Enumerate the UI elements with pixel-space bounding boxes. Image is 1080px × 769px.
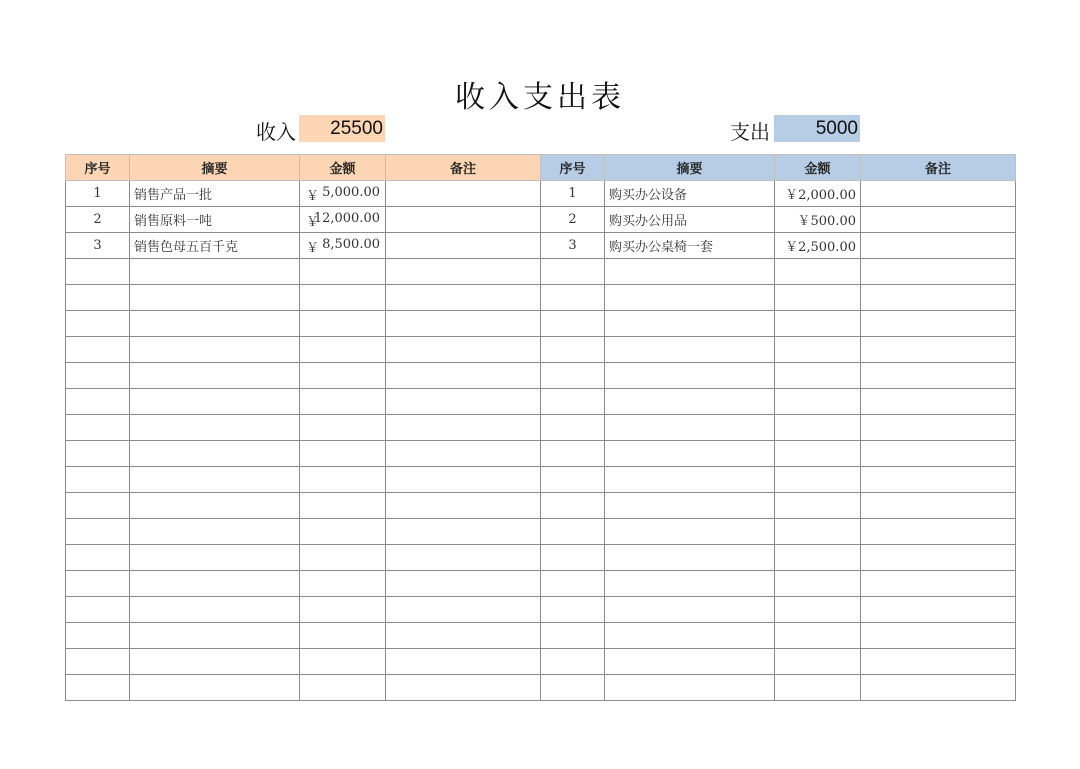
expense-header-row — [541, 155, 1016, 181]
row-seq-cell[interactable]: 1 — [541, 181, 605, 207]
currency-symbol: ￥ — [306, 189, 320, 204]
row-seq-cell[interactable] — [541, 441, 605, 467]
row-desc-cell[interactable] — [130, 441, 300, 467]
row-note-cell[interactable] — [386, 285, 541, 311]
row-seq-cell[interactable] — [66, 441, 130, 467]
row-seq-cell[interactable] — [66, 675, 130, 701]
row-seq-cell[interactable] — [66, 597, 130, 623]
row-seq-cell[interactable] — [541, 675, 605, 701]
row-desc-cell[interactable] — [130, 337, 300, 363]
table-row — [541, 363, 1016, 389]
row-amount-cell[interactable]: ￥500.00 — [775, 207, 861, 233]
row-seq-cell[interactable] — [66, 467, 130, 493]
row-desc-cell[interactable] — [605, 285, 775, 311]
income-summary-value[interactable]: 25500 — [299, 115, 385, 142]
row-desc-cell[interactable] — [605, 337, 775, 363]
table-row — [66, 493, 541, 519]
table-row — [66, 441, 541, 467]
table-row — [541, 207, 1016, 233]
amount-value: 12,000.00 — [313, 211, 380, 226]
income-col-seq: 序号 — [66, 155, 130, 181]
expense-col-seq: 序号 — [541, 155, 605, 181]
row-seq-cell[interactable]: 2 — [66, 207, 130, 233]
row-note-cell[interactable] — [386, 415, 541, 441]
row-amount-cell[interactable] — [300, 389, 386, 415]
table-row — [66, 311, 541, 337]
table-row — [66, 233, 541, 259]
row-seq-cell[interactable] — [541, 623, 605, 649]
row-note-cell[interactable] — [386, 649, 541, 675]
amount-value: 8,500.00 — [322, 237, 380, 252]
row-desc-cell[interactable]: 销售原料一吨 — [130, 207, 300, 233]
expense-col-desc: 摘要 — [605, 155, 775, 181]
table-row — [66, 649, 541, 675]
table-row — [66, 623, 541, 649]
row-seq-cell[interactable] — [541, 571, 605, 597]
row-desc-cell[interactable] — [130, 415, 300, 441]
row-desc-cell[interactable] — [130, 259, 300, 285]
row-desc-cell[interactable] — [130, 545, 300, 571]
row-note-cell[interactable] — [386, 311, 541, 337]
row-seq-cell[interactable] — [541, 597, 605, 623]
row-desc-cell[interactable] — [130, 285, 300, 311]
row-desc-cell[interactable] — [605, 623, 775, 649]
row-amount-cell[interactable] — [775, 415, 861, 441]
table-row — [541, 467, 1016, 493]
table-row — [66, 415, 541, 441]
table-row — [66, 389, 541, 415]
row-note-cell[interactable] — [386, 571, 541, 597]
expense-summary-value[interactable]: 5000 — [774, 115, 860, 142]
page-title: 收入支出表 — [455, 80, 625, 115]
row-seq-cell[interactable]: 2 — [541, 207, 605, 233]
row-desc-cell[interactable] — [605, 597, 775, 623]
row-amount-cell[interactable] — [775, 675, 861, 701]
table-row — [541, 597, 1016, 623]
row-seq-cell[interactable] — [541, 545, 605, 571]
row-note-cell[interactable] — [386, 623, 541, 649]
row-seq-cell[interactable] — [66, 623, 130, 649]
table-row — [541, 285, 1016, 311]
row-desc-cell[interactable] — [605, 363, 775, 389]
row-desc-cell[interactable] — [605, 311, 775, 337]
row-desc-cell[interactable] — [605, 493, 775, 519]
row-desc-cell[interactable] — [130, 623, 300, 649]
expense-table — [540, 154, 1016, 701]
row-amount-cell[interactable] — [300, 493, 386, 519]
row-desc-cell[interactable] — [130, 675, 300, 701]
row-seq-cell[interactable] — [541, 363, 605, 389]
row-desc-cell[interactable] — [605, 389, 775, 415]
row-seq-cell[interactable] — [541, 389, 605, 415]
row-amount-cell[interactable] — [300, 259, 386, 285]
table-row — [541, 259, 1016, 285]
row-amount-cell[interactable] — [775, 389, 861, 415]
table-row — [66, 597, 541, 623]
row-desc-cell[interactable] — [130, 389, 300, 415]
row-desc-cell[interactable]: 购买办公设备 — [605, 181, 775, 207]
income-col-note: 备注 — [386, 155, 541, 181]
row-amount-cell[interactable] — [775, 311, 861, 337]
row-note-cell[interactable] — [861, 597, 1016, 623]
amount-value: 5,000.00 — [322, 185, 380, 200]
row-seq-cell[interactable] — [541, 649, 605, 675]
row-amount-cell[interactable] — [775, 623, 861, 649]
row-amount-cell[interactable] — [300, 571, 386, 597]
row-amount-cell[interactable] — [775, 649, 861, 675]
row-amount-cell[interactable]: ￥2,500.00 — [775, 233, 861, 259]
row-seq-cell[interactable] — [541, 311, 605, 337]
expense-summary-label: 支出 — [730, 120, 770, 144]
row-seq-cell[interactable] — [66, 571, 130, 597]
row-note-cell[interactable] — [386, 389, 541, 415]
row-desc-cell[interactable] — [130, 649, 300, 675]
row-note-cell[interactable] — [386, 363, 541, 389]
table-row — [541, 493, 1016, 519]
table-row — [66, 337, 541, 363]
expense-col-amount: 金额 — [775, 155, 861, 181]
row-desc-cell[interactable]: 购买办公用品 — [605, 207, 775, 233]
row-note-cell[interactable] — [861, 233, 1016, 259]
row-seq-cell[interactable] — [66, 311, 130, 337]
table-row — [541, 519, 1016, 545]
row-amount-cell[interactable] — [775, 467, 861, 493]
row-note-cell[interactable] — [386, 181, 541, 207]
row-note-cell[interactable] — [386, 441, 541, 467]
row-amount-cell[interactable]: ￥2,000.00 — [775, 181, 861, 207]
table-row — [541, 233, 1016, 259]
row-seq-cell[interactable] — [541, 519, 605, 545]
row-note-cell[interactable] — [386, 675, 541, 701]
row-amount-cell[interactable] — [300, 337, 386, 363]
table-row — [541, 623, 1016, 649]
row-amount-cell[interactable] — [300, 597, 386, 623]
row-note-cell[interactable] — [386, 207, 541, 233]
table-row — [541, 649, 1016, 675]
row-seq-cell[interactable] — [66, 545, 130, 571]
row-desc-cell[interactable] — [605, 441, 775, 467]
row-note-cell[interactable] — [386, 493, 541, 519]
row-note-cell[interactable] — [861, 649, 1016, 675]
row-note-cell[interactable] — [861, 571, 1016, 597]
row-seq-cell[interactable] — [66, 649, 130, 675]
row-seq-cell[interactable] — [66, 285, 130, 311]
row-amount-cell[interactable] — [775, 597, 861, 623]
income-col-desc: 摘要 — [130, 155, 300, 181]
row-desc-cell[interactable] — [130, 363, 300, 389]
income-table — [65, 154, 541, 701]
row-note-cell[interactable] — [861, 207, 1016, 233]
row-amount-cell[interactable] — [300, 545, 386, 571]
table-row — [66, 571, 541, 597]
row-desc-cell[interactable] — [130, 597, 300, 623]
row-note-cell[interactable] — [386, 233, 541, 259]
table-row — [541, 441, 1016, 467]
row-note-cell[interactable] — [861, 311, 1016, 337]
table-row — [66, 545, 541, 571]
table-row — [66, 259, 541, 285]
row-amount-cell[interactable] — [775, 285, 861, 311]
row-amount-cell[interactable] — [300, 415, 386, 441]
table-row — [541, 337, 1016, 363]
row-note-cell[interactable] — [861, 623, 1016, 649]
row-note-cell[interactable] — [861, 545, 1016, 571]
table-row — [541, 571, 1016, 597]
row-amount-cell[interactable] — [300, 467, 386, 493]
table-row — [66, 285, 541, 311]
row-desc-cell[interactable] — [130, 519, 300, 545]
row-note-cell[interactable] — [386, 337, 541, 363]
row-seq-cell[interactable] — [541, 493, 605, 519]
row-note-cell[interactable] — [386, 467, 541, 493]
row-amount-cell[interactable] — [775, 337, 861, 363]
income-summary-label: 收入 — [256, 120, 296, 144]
row-amount-cell[interactable] — [775, 363, 861, 389]
row-desc-cell[interactable] — [605, 649, 775, 675]
table-row — [66, 181, 541, 207]
table-row — [541, 311, 1016, 337]
table-row — [541, 675, 1016, 701]
row-desc-cell[interactable] — [130, 467, 300, 493]
row-seq-cell[interactable] — [541, 467, 605, 493]
row-desc-cell[interactable] — [130, 311, 300, 337]
row-amount-cell[interactable] — [775, 545, 861, 571]
currency-symbol: ￥ — [306, 241, 320, 256]
row-note-cell[interactable] — [861, 415, 1016, 441]
row-desc-cell[interactable] — [605, 675, 775, 701]
table-row — [541, 415, 1016, 441]
income-header-row — [66, 155, 541, 181]
row-desc-cell[interactable] — [605, 259, 775, 285]
row-seq-cell[interactable]: 3 — [541, 233, 605, 259]
row-amount-cell[interactable] — [775, 441, 861, 467]
row-note-cell[interactable] — [861, 259, 1016, 285]
row-note-cell[interactable] — [386, 259, 541, 285]
row-note-cell[interactable] — [861, 467, 1016, 493]
row-seq-cell[interactable] — [66, 415, 130, 441]
row-seq-cell[interactable] — [66, 259, 130, 285]
row-desc-cell[interactable]: 销售产品一批 — [130, 181, 300, 207]
row-desc-cell[interactable] — [605, 545, 775, 571]
row-amount-cell[interactable] — [775, 571, 861, 597]
row-seq-cell[interactable] — [541, 285, 605, 311]
table-row — [541, 181, 1016, 207]
row-amount-cell[interactable] — [775, 519, 861, 545]
row-desc-cell[interactable] — [605, 519, 775, 545]
row-note-cell[interactable] — [861, 441, 1016, 467]
row-desc-cell[interactable] — [605, 571, 775, 597]
table-row — [541, 389, 1016, 415]
row-desc-cell[interactable]: 购买办公桌椅一套 — [605, 233, 775, 259]
expense-col-note: 备注 — [861, 155, 1016, 181]
row-note-cell[interactable] — [386, 597, 541, 623]
row-amount-cell[interactable] — [300, 311, 386, 337]
row-seq-cell[interactable] — [66, 337, 130, 363]
currency-symbol: ￥ — [306, 215, 320, 230]
row-amount-cell[interactable] — [300, 519, 386, 545]
row-desc-cell[interactable] — [130, 493, 300, 519]
table-row — [66, 675, 541, 701]
row-note-cell[interactable] — [861, 519, 1016, 545]
row-seq-cell[interactable] — [66, 519, 130, 545]
table-row — [66, 207, 541, 233]
row-amount-cell[interactable] — [775, 493, 861, 519]
row-desc-cell[interactable] — [130, 571, 300, 597]
row-desc-cell[interactable] — [605, 415, 775, 441]
table-row — [66, 363, 541, 389]
row-amount-cell[interactable] — [300, 363, 386, 389]
row-seq-cell[interactable] — [541, 415, 605, 441]
row-note-cell[interactable] — [861, 389, 1016, 415]
row-amount-cell[interactable] — [300, 285, 386, 311]
income-col-amount: 金额 — [300, 155, 386, 181]
row-note-cell[interactable] — [861, 493, 1016, 519]
row-amount-cell[interactable] — [300, 181, 386, 207]
row-note-cell[interactable] — [861, 337, 1016, 363]
row-seq-cell[interactable] — [66, 363, 130, 389]
row-note-cell[interactable] — [861, 181, 1016, 207]
row-amount-cell[interactable] — [300, 649, 386, 675]
row-note-cell[interactable] — [861, 675, 1016, 701]
table-row — [66, 467, 541, 493]
row-seq-cell[interactable] — [541, 259, 605, 285]
row-desc-cell[interactable] — [605, 467, 775, 493]
row-seq-cell[interactable] — [66, 389, 130, 415]
row-amount-cell[interactable] — [300, 623, 386, 649]
row-seq-cell[interactable] — [66, 493, 130, 519]
row-seq-cell[interactable] — [541, 337, 605, 363]
row-amount-cell[interactable] — [775, 259, 861, 285]
row-amount-cell[interactable] — [300, 441, 386, 467]
row-seq-cell[interactable]: 1 — [66, 181, 130, 207]
row-note-cell[interactable] — [861, 285, 1016, 311]
row-amount-cell[interactable] — [300, 207, 386, 233]
row-note-cell[interactable] — [386, 519, 541, 545]
table-row — [66, 519, 541, 545]
row-desc-cell[interactable]: 销售色母五百千克 — [130, 233, 300, 259]
table-row — [541, 545, 1016, 571]
row-amount-cell[interactable] — [300, 675, 386, 701]
row-amount-cell[interactable] — [300, 233, 386, 259]
row-note-cell[interactable] — [386, 545, 541, 571]
row-note-cell[interactable] — [861, 363, 1016, 389]
row-seq-cell[interactable]: 3 — [66, 233, 130, 259]
